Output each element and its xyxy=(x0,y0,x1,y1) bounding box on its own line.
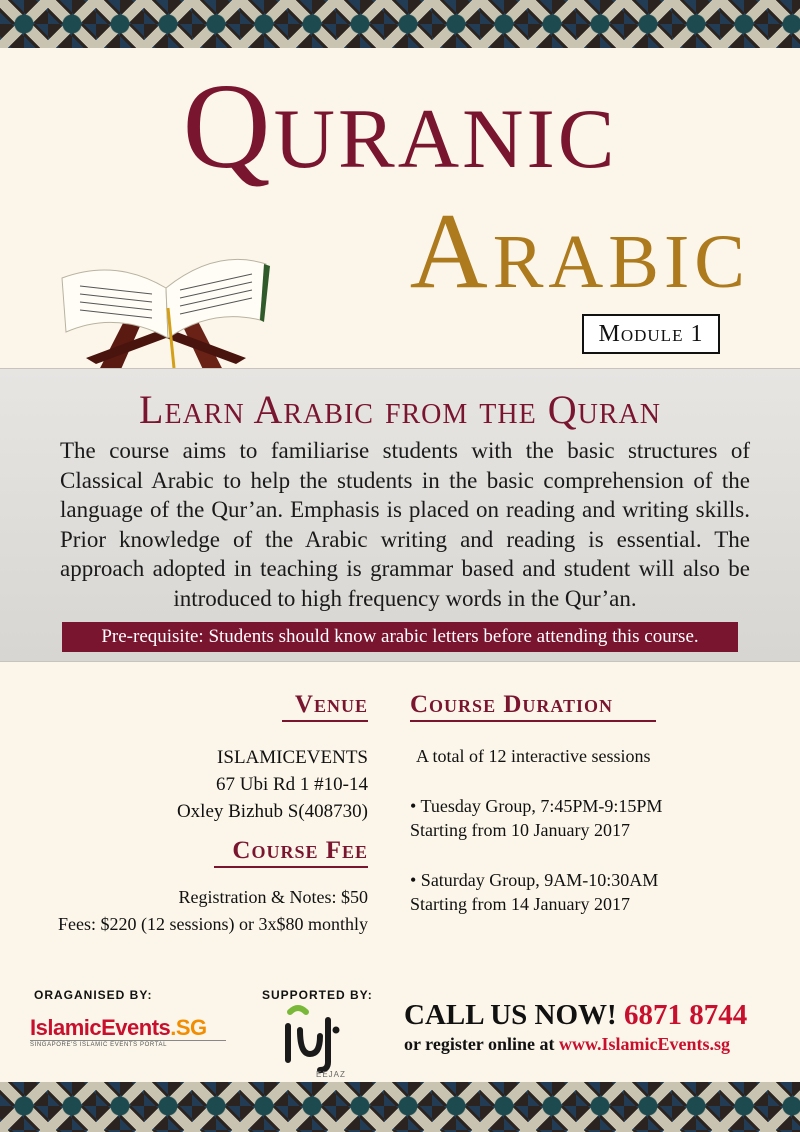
call-text: CALL US NOW! xyxy=(404,999,617,1031)
venue-address xyxy=(110,744,368,825)
website-link[interactable]: www.IslamicEvents.sg xyxy=(558,1034,730,1054)
fee-line: Fees: $220 (12 sessions) or 3x$80 monthly xyxy=(58,914,368,934)
intro-heading: Learn Arabic from the Quran xyxy=(139,387,661,432)
title-quranic: Quranic xyxy=(182,59,618,194)
course-duration-details xyxy=(410,744,750,942)
eejaz-logo-icon[interactable] xyxy=(276,1000,348,1076)
tuesday-group xyxy=(410,794,750,842)
session-total: A total of 12 interactive sessions xyxy=(416,746,651,766)
venue-heading: Venue xyxy=(282,690,368,722)
call-to-action xyxy=(404,998,784,1032)
course-duration-heading: Course Duration xyxy=(410,690,656,722)
bottom-mosaic-border xyxy=(0,1082,800,1132)
fee-line: Registration & Notes: $50 xyxy=(178,887,368,907)
islamicevents-logo[interactable] xyxy=(30,1016,226,1048)
logo-tagline: SINGAPORE'S ISLAMIC EVENTS PORTAL xyxy=(30,1040,226,1048)
register-line xyxy=(404,1032,794,1056)
group-name: • Saturday Group, 9AM-10:30AM xyxy=(410,870,659,890)
phone-number[interactable]: 6871 8744 xyxy=(623,999,748,1031)
group-name: • Tuesday Group, 7:45PM-9:15PM xyxy=(410,796,663,816)
register-text: or register online at xyxy=(404,1034,555,1054)
venue-line: ISLAMICEVENTS xyxy=(217,747,368,768)
title-arabic: Arabic xyxy=(409,192,750,311)
quran-on-stand-icon xyxy=(56,228,276,376)
intro-description: The course aims to familiarise students with the basic structures of Classical Arabic to help the students in the basic comprehension of the language of the Qur’an. Emphasis is placed on reading and writing skills. Prior knowledge of the Arabic writing and reading is essential. The approach adopted in teaching is grammar based and student will also be introduced to high frequency words in the Qur’an. xyxy=(60,438,750,611)
course-fee-heading: Course Fee xyxy=(214,836,368,868)
prerequisite-banner: Pre-requisite: Students should know arabic letters before attending this course. xyxy=(62,622,738,652)
group-start-date: Starting from 10 January 2017 xyxy=(410,820,630,840)
supported-by-label: SUPPORTED BY: xyxy=(262,988,373,1002)
eejaz-caption: EEJAZ xyxy=(316,1070,346,1079)
module-badge: Module 1 xyxy=(582,314,720,354)
venue-line: 67 Ubi Rd 1 #10-14 xyxy=(216,774,368,795)
logo-suffix: .SG xyxy=(170,1015,207,1040)
logo-wordmark: IslamicEvents xyxy=(30,1015,171,1040)
saturday-group xyxy=(410,868,750,916)
organised-by-label: ORAGANISED BY: xyxy=(34,988,153,1002)
group-start-date: Starting from 14 January 2017 xyxy=(410,894,630,914)
venue-line: Oxley Bizhub S(408730) xyxy=(176,801,368,822)
course-fee-details xyxy=(10,884,368,938)
top-mosaic-border xyxy=(0,0,800,48)
